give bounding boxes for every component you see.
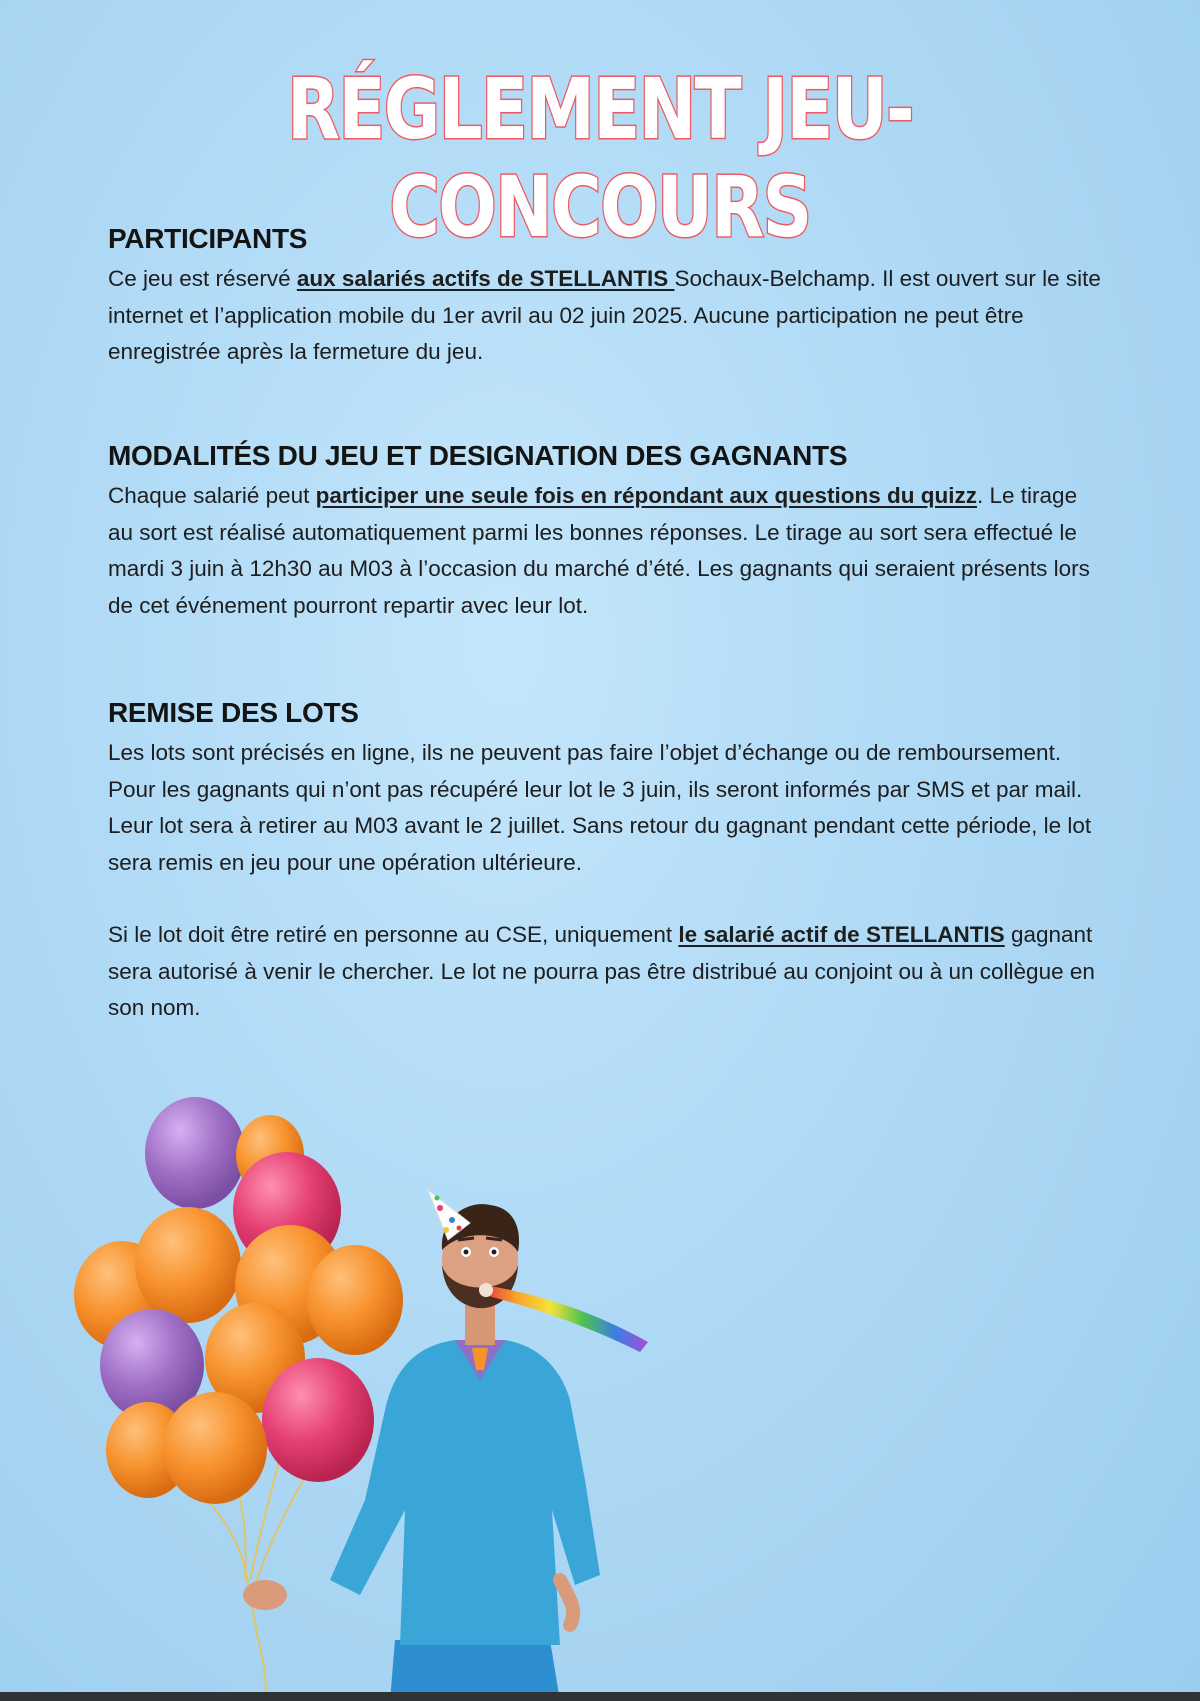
section-paragraph: Les lots sont précisés en ligne, ils ne peuvent pas faire l’objet d’échange ou de remboursement. Pour les gagnants qui n’ont pas récupéré leur lot le 3 juin, ils seront informés par SMS et par mail. Leur lot sera à retirer au M03 avant le 2 juillet. Sans retour du gagnant pendant cette période, le lot sera remis en jeu pour une opération ultérieure.	[108, 740, 1092, 875]
text-run: Chaque salarié peut	[108, 483, 316, 508]
text-run: gagnant sera autorisé à venir le chercher. Le lot ne pourra pas être distribué au conjoint ou à un collègue en son nom.	[108, 922, 1095, 1020]
emphasis-text: aux salariés actifs de STELLANTIS	[296, 266, 675, 291]
text-run: Ce jeu est réservé	[108, 266, 297, 291]
section-paragraph	[108, 917, 1108, 1027]
section-paragraph	[108, 261, 1108, 371]
section-heading: PARTICIPANTS	[108, 223, 308, 254]
bottom-bar	[0, 1692, 1200, 1701]
section-remise	[108, 697, 1108, 1027]
text-run: Sochaux-Belchamp. Il est ouvert sur le site internet et l’application mobile du 1er avril au 02 juin 2025. Aucune participation ne peut être enregistrée après la fermeture du jeu.	[108, 266, 1101, 364]
section-paragraph	[108, 478, 1108, 624]
section-modalites	[108, 440, 1108, 624]
page-title: RÉGLEMENT JEU-CONCOURS	[286, 60, 914, 256]
party-illustration	[0, 1080, 720, 1701]
emphasis-text: participer une seule fois en répondant aux questions du quizz	[315, 483, 978, 508]
text-run: Si le lot doit être retiré en personne au CSE, uniquement	[108, 922, 679, 947]
section-heading: MODALITÉS DU JEU ET DESIGNATION DES GAGNANTS	[108, 440, 848, 471]
section-participants	[108, 223, 1108, 371]
section-heading: REMISE DES LOTS	[108, 697, 359, 728]
text-run: . Le tirage au sort est réalisé automatiquement parmi les bonnes réponses. Le tirage au sort sera effectué le mardi 3 juin à 12h30 au M03 à l’occasion du marché d’été. Les gagnants qui seraient présents lors de cet événement pourront repartir avec leur lot.	[108, 483, 1090, 618]
balloons-icon	[74, 1097, 403, 1504]
emphasis-text: le salarié actif de STELLANTIS	[678, 922, 1005, 947]
